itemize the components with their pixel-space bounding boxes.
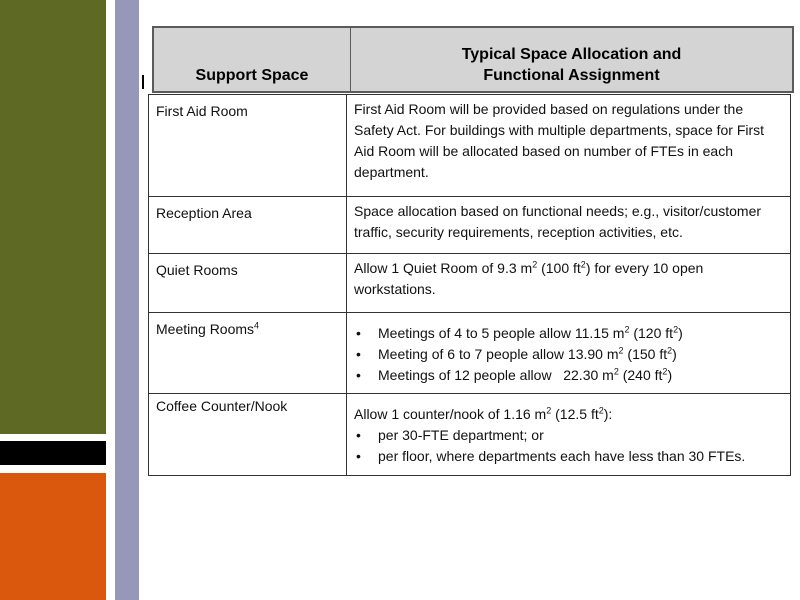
row-label-coffee: Coffee Counter/Nook [149, 394, 347, 476]
row-label-quiet: Quiet Rooms [149, 254, 347, 313]
space-allocation-table [148, 94, 791, 476]
text-cursor [142, 75, 144, 89]
list-item: • Meetings of 12 people allow 22.30 $m^2$ (240 $ft^2$) [354, 365, 782, 386]
decorative-lavender-bar [115, 0, 139, 600]
table-row [149, 254, 791, 313]
row-text-quiet: Allow 1 Quiet Room of 9.3 $m^2$ (100 $ft^2$) for every 10 open workstations. [347, 254, 791, 313]
decorative-black-bar [0, 441, 106, 465]
row-label-reception: Reception Area [149, 197, 347, 254]
header-allocation: Typical Space Allocation and Functional Assignment [461, 46, 682, 84]
list-item: • per 30-FTE department; or [354, 425, 782, 446]
table-header [152, 26, 794, 93]
header-support-space: Support Space [154, 28, 351, 91]
row-text-reception: Space allocation based on functional needs; e.g., visitor/customer traffic, security requirements, reception activities, etc. [347, 197, 791, 254]
row-text-meeting [347, 313, 791, 394]
table-row [149, 95, 791, 197]
list-item: • Meetings of 4 to 5 people allow 11.15 $m^2$ (120 $ft^2$) [354, 323, 782, 344]
list-item: • Meeting of 6 to 7 people allow 13.90 $m^2$ (150 $ft^2$) [354, 344, 782, 365]
coffee-bullet-list [354, 425, 782, 467]
decorative-orange-bar [0, 473, 106, 600]
row-label-meeting: Meeting Rooms$^4$ [149, 313, 347, 394]
row-text-coffee: Allow 1 counter/nook of 1.16 $m^2$ (12.5 $ft^2$): • per 30-FTE department; or • per floor, where departments each have less than 30 FTEs. [347, 394, 791, 476]
row-label-first-aid: First Aid Room [149, 95, 347, 197]
table-row [149, 313, 791, 394]
list-item: • per floor, where departments each have less than 30 FTEs. [354, 446, 782, 467]
decorative-olive-bar [0, 0, 106, 434]
table-row [149, 197, 791, 254]
row-text-first-aid: First Aid Room will be provided based on regulations under the Safety Act. For buildings with multiple departments, space for First Aid Room will be allocated based on number of FTEs in each department. [347, 95, 791, 197]
table-row [149, 394, 791, 476]
meeting-bullet-list [354, 323, 782, 386]
